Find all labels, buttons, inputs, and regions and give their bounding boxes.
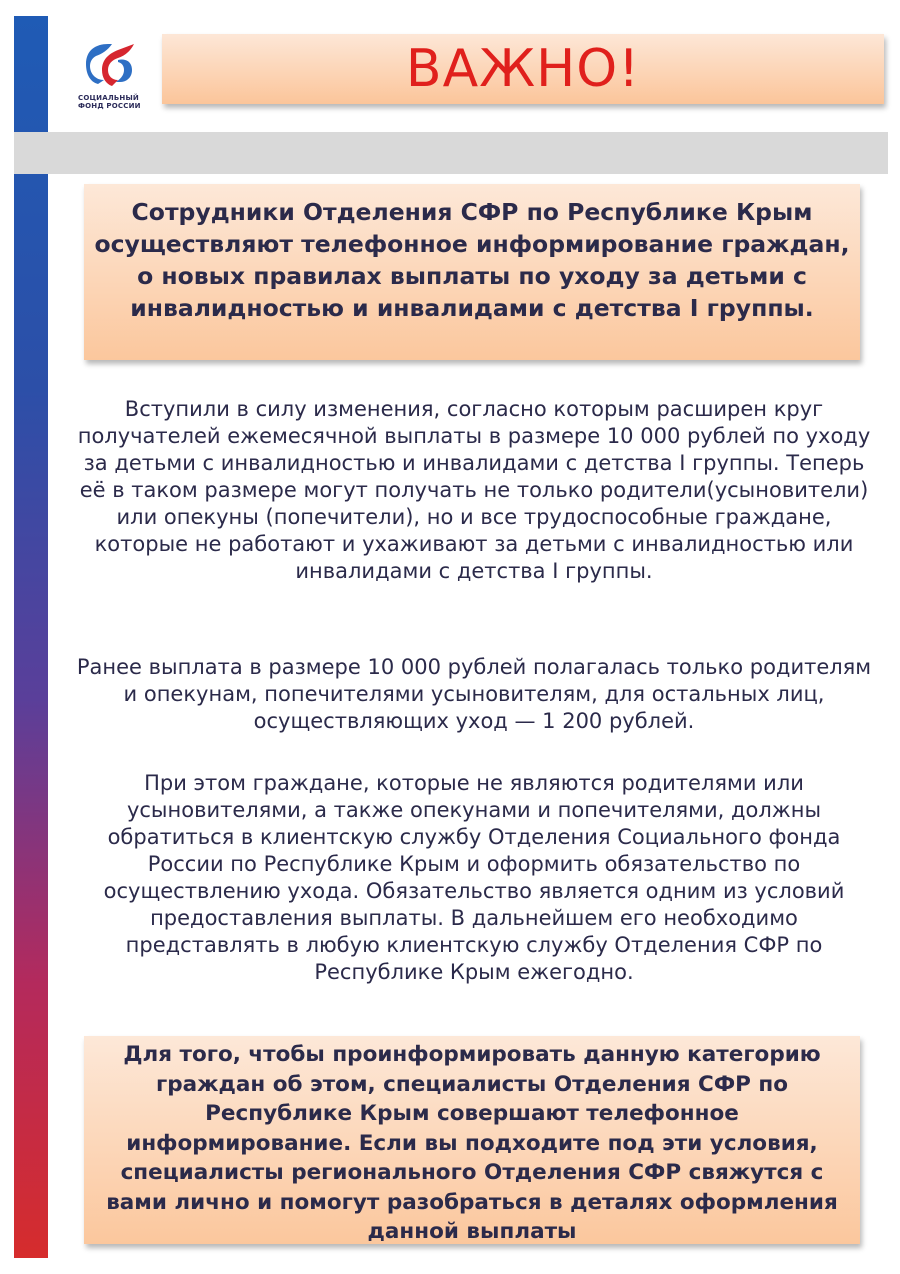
left-gradient-stripe	[14, 16, 48, 1258]
paragraph-previous: Ранее выплата в размере 10 000 рублей полагалась только родителям и опекунам, попечителями усыновителям, для остальных лиц, осуществляющих уход — 1 200 рублей.	[76, 655, 872, 733]
paragraph-changes: Вступили в силу изменения, согласно которым расширен круг получателей ежемесячной выплаты в размере 10 000 рублей по уходу за детьми с инвалидностью и инвалидами с детства I группы. Теперь её в таком размере могут получать не только родители(усыновители) или опекуны (попечители), но и все трудоспособные граждане, которые не работают и ухаживают за детьми с инвалидностью или инвалидами с детства I группы.	[77, 397, 871, 583]
intro-callout-text: Сотрудники Отделения СФР по Республике Крым осуществляют телефонное информирование граждан, о новых правилах выплаты по уходу за детьми с инвалидностью и инвалидами с детства I группы.	[94, 198, 850, 322]
paragraph-obligation: При этом граждане, которые не являются родителями или усыновителями, а также опекунами и попечителями, должны обратиться в клиентскую службу Отделения Социального фонда России по Республике Крым и оформить обязательство по осуществлению ухода. Обязательство является одним из условий предоставления выплаты. В дальнейшем его необходимо представлять в любую клиентскую службу Отделения СФР по Республике Крым ежегодно.	[103, 771, 845, 984]
page-title: ВАЖНО!	[405, 39, 641, 99]
divider-bar	[14, 132, 888, 174]
contact-callout	[84, 1036, 860, 1244]
contact-callout-text: Для того, чтобы проинформировать данную категорию граждан об этом, специалисты Отделения СФР по Республике Крым совершают телефонное информирование. Если вы подходите под эти условия, специалисты регионального Отделения СФР свяжутся с вами лично и помогут разобраться в деталях оформления данной выплаты	[106, 1042, 838, 1244]
intro-callout	[84, 184, 860, 360]
logo-caption: СОЦИАЛЬНЫЙ ФОНД РОССИИ	[78, 94, 141, 110]
title-banner	[162, 34, 884, 104]
